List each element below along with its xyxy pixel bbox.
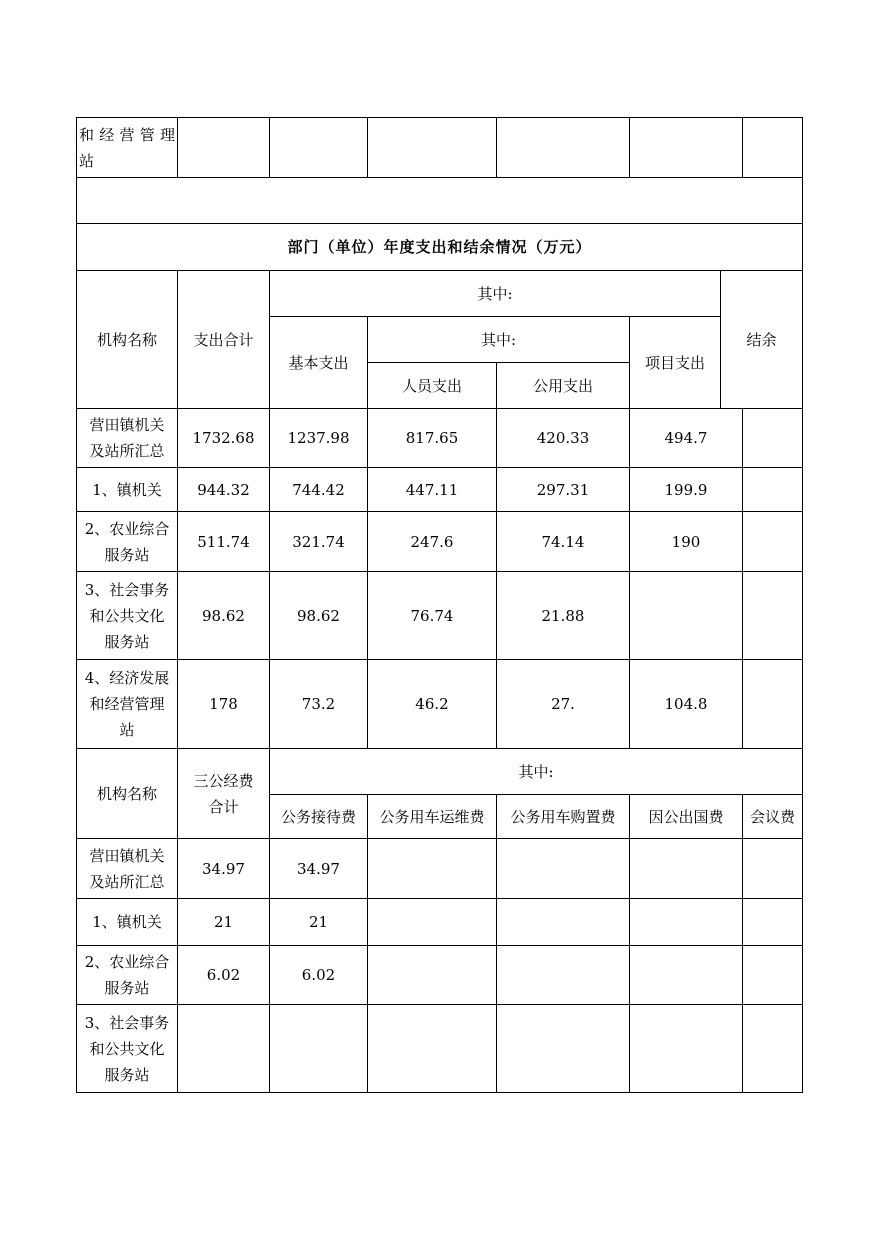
cell-balance [743, 572, 803, 660]
header-three-public-total: 三公经费 合计 [178, 749, 270, 839]
expense-row [77, 660, 803, 749]
cell-vehicle-ops [368, 899, 497, 946]
cell-vehicle-purchase [497, 1005, 630, 1093]
row-org-name: 营田镇机关 及站所汇总 [77, 839, 178, 899]
cell-total: 1732.68 [178, 409, 270, 468]
header-of-which: 其中: [270, 749, 803, 795]
header-reception: 公务接待费 [270, 795, 368, 839]
cell-vehicle-ops [368, 839, 497, 899]
cell-basic: 1237.98 [270, 409, 368, 468]
row-org-name: 3、社会事务 和公共文化 服务站 [77, 1005, 178, 1093]
spacer-cell [77, 178, 803, 224]
cell-three-public-total: 34.97 [178, 839, 270, 899]
cell-total: 98.62 [178, 572, 270, 660]
cell-public: 297.31 [497, 468, 630, 512]
header-meeting: 会议费 [743, 795, 803, 839]
cell-project [630, 572, 743, 660]
spacer-row [77, 178, 803, 224]
three-public-header-row-1 [77, 749, 803, 795]
cell-reception: 34.97 [270, 839, 368, 899]
cell-three-public-total [178, 1005, 270, 1093]
header-org-name: 机构名称 [77, 271, 178, 409]
row-org-name: 1、镇机关 [77, 899, 178, 946]
top-fragment-cell [743, 118, 803, 178]
cell-vehicle-purchase [497, 946, 630, 1005]
cell-reception: 21 [270, 899, 368, 946]
header-vehicle-purchase: 公务用车购置费 [497, 795, 630, 839]
expense-header-row-1 [77, 271, 803, 317]
cell-meeting [743, 1005, 803, 1093]
header-balance: 结余 [721, 271, 803, 409]
three-public-row [77, 839, 803, 899]
cell-personnel: 247.6 [368, 512, 497, 572]
cell-abroad [630, 839, 743, 899]
cell-vehicle-ops [368, 946, 497, 1005]
three-public-row [77, 899, 803, 946]
top-fragment-cell [270, 118, 368, 178]
cell-basic: 744.42 [270, 468, 368, 512]
cell-meeting [743, 839, 803, 899]
cell-reception: 6.02 [270, 946, 368, 1005]
cell-reception [270, 1005, 368, 1093]
header-total: 支出合计 [178, 271, 270, 409]
cell-vehicle-purchase [497, 899, 630, 946]
three-public-row [77, 946, 803, 1005]
cell-total: 178 [178, 660, 270, 749]
header-of-which: 其中: [270, 271, 721, 317]
top-fragment-cell [497, 118, 630, 178]
cell-project: 199.9 [630, 468, 743, 512]
cell-personnel: 447.11 [368, 468, 497, 512]
header-org-name: 机构名称 [77, 749, 178, 839]
row-org-name: 4、经济发展 和经营管理 站 [77, 660, 178, 749]
cell-abroad [630, 1005, 743, 1093]
header-abroad: 因公出国费 [630, 795, 743, 839]
three-public-row [77, 1005, 803, 1093]
cell-basic: 321.74 [270, 512, 368, 572]
top-fragment-label: 和经营管理 站 [77, 118, 178, 178]
expense-row [77, 512, 803, 572]
cell-meeting [743, 946, 803, 1005]
row-org-name: 2、农业综合 服务站 [77, 512, 178, 572]
cell-project: 494.7 [630, 409, 743, 468]
cell-public: 27. [497, 660, 630, 749]
cell-personnel: 817.65 [368, 409, 497, 468]
cell-three-public-total: 21 [178, 899, 270, 946]
cell-project: 190 [630, 512, 743, 572]
budget-table [76, 117, 803, 1093]
expense-row [77, 468, 803, 512]
cell-vehicle-ops [368, 1005, 497, 1093]
expense-title-row [77, 224, 803, 271]
cell-three-public-total: 6.02 [178, 946, 270, 1005]
top-fragment-cell [368, 118, 497, 178]
row-org-name: 2、农业综合 服务站 [77, 946, 178, 1005]
cell-personnel: 46.2 [368, 660, 497, 749]
row-org-name: 1、镇机关 [77, 468, 178, 512]
cell-meeting [743, 899, 803, 946]
cell-project: 104.8 [630, 660, 743, 749]
cell-abroad [630, 946, 743, 1005]
cell-personnel: 76.74 [368, 572, 497, 660]
top-fragment-row [77, 118, 803, 178]
cell-balance [743, 660, 803, 749]
cell-balance [743, 468, 803, 512]
cell-basic: 98.62 [270, 572, 368, 660]
header-of-which-2: 其中: [368, 317, 630, 363]
cell-abroad [630, 899, 743, 946]
cell-public: 21.88 [497, 572, 630, 660]
cell-public: 420.33 [497, 409, 630, 468]
cell-total: 511.74 [178, 512, 270, 572]
cell-balance [743, 409, 803, 468]
row-org-name: 营田镇机关 及站所汇总 [77, 409, 178, 468]
cell-vehicle-purchase [497, 839, 630, 899]
header-vehicle-ops: 公务用车运维费 [368, 795, 497, 839]
header-personnel: 人员支出 [368, 363, 497, 409]
top-fragment-cell [178, 118, 270, 178]
top-fragment-cell [630, 118, 743, 178]
expense-row [77, 572, 803, 660]
expense-row [77, 409, 803, 468]
cell-total: 944.32 [178, 468, 270, 512]
header-project: 项目支出 [630, 317, 721, 409]
cell-balance [743, 512, 803, 572]
cell-basic: 73.2 [270, 660, 368, 749]
cell-public: 74.14 [497, 512, 630, 572]
expense-section-title: 部门（单位）年度支出和结余情况（万元） [77, 224, 803, 271]
header-basic: 基本支出 [270, 317, 368, 409]
header-public: 公用支出 [497, 363, 630, 409]
row-org-name: 3、社会事务 和公共文化 服务站 [77, 572, 178, 660]
